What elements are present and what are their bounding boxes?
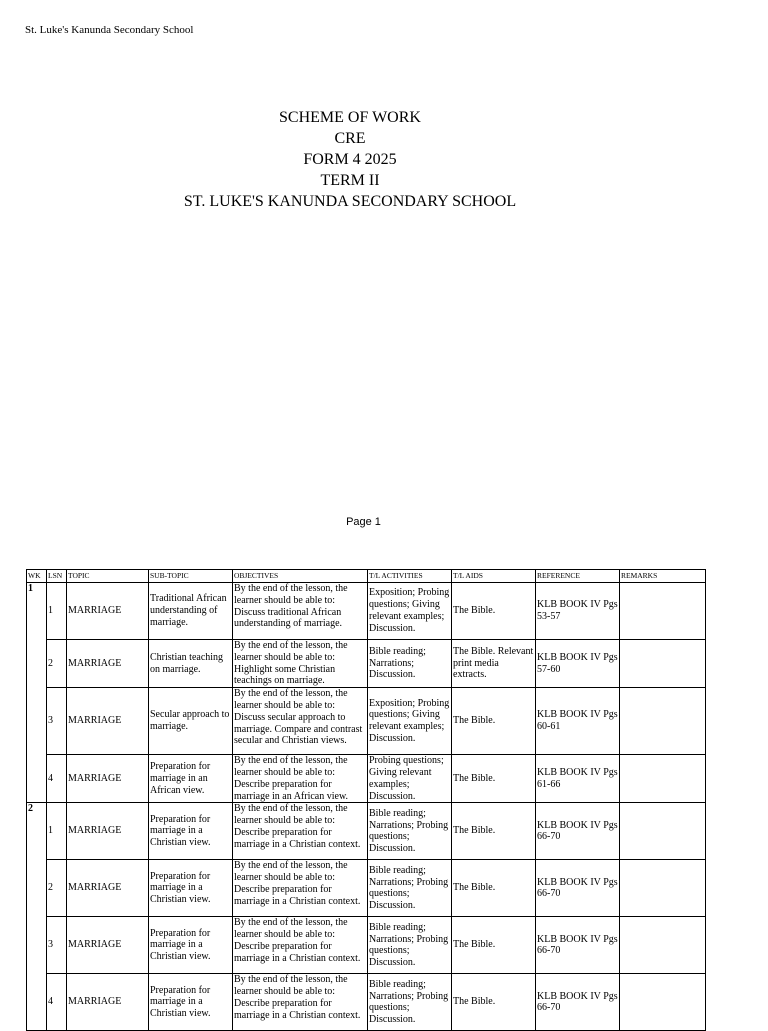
aids-cell: The Bible. (452, 860, 536, 917)
reference-cell: KLB BOOK IV Pgs 66-70 (536, 917, 620, 974)
table-row (27, 688, 706, 755)
table-header-row (27, 570, 706, 583)
aids-cell: The Bible. Relevant print media extracts. (452, 640, 536, 688)
remarks-cell (620, 803, 706, 860)
table-row (27, 974, 706, 1031)
topic-cell: MARRIAGE (67, 860, 149, 917)
remarks-cell (620, 860, 706, 917)
col-lsn: LSN (47, 570, 67, 583)
col-wk: WK (27, 570, 47, 583)
remarks-cell (620, 688, 706, 755)
table-row (27, 860, 706, 917)
lesson-number: 3 (47, 917, 67, 974)
activities-cell: Bible reading; Narrations; Probing questions; Discussion. (368, 917, 452, 974)
doc-title: SCHEME OF WORK (279, 109, 421, 126)
objectives-cell: By the end of the lesson, the learner should be able to: Discuss traditional African understanding of marriage. (233, 583, 368, 640)
reference-cell: KLB BOOK IV Pgs 66-70 (536, 803, 620, 860)
topic-cell: MARRIAGE (67, 755, 149, 803)
col-activities: T/L ACTIVITIES (368, 570, 452, 583)
remarks-cell (620, 974, 706, 1031)
lesson-number: 2 (47, 860, 67, 917)
col-remarks: REMARKS (620, 570, 706, 583)
subtopic-cell: Preparation for marriage in a Christian view. (149, 974, 233, 1031)
objectives-cell: By the end of the lesson, the learner should be able to: Describe preparation for marriage in a Christian context. (233, 803, 368, 860)
remarks-cell (620, 583, 706, 640)
activities-cell: Bible reading; Narrations; Probing questions; Discussion. (368, 803, 452, 860)
lesson-number: 2 (47, 640, 67, 688)
lesson-number: 3 (47, 688, 67, 755)
subtopic-cell: Preparation for marriage in a Christian view. (149, 917, 233, 974)
remarks-cell (620, 640, 706, 688)
aids-cell: The Bible. (452, 917, 536, 974)
aids-cell: The Bible. (452, 755, 536, 803)
activities-cell: Exposition; Probing questions; Giving relevant examples; Discussion. (368, 583, 452, 640)
col-objectives: OBJECTIVES (233, 570, 368, 583)
reference-cell: KLB BOOK IV Pgs 60-61 (536, 688, 620, 755)
lesson-number: 1 (47, 583, 67, 640)
objectives-cell: By the end of the lesson, the learner should be able to: Highlight some Christian teachings on marriage. (233, 640, 368, 688)
subtopic-cell: Preparation for marriage in a Christian view. (149, 803, 233, 860)
col-topic: TOPIC (67, 570, 149, 583)
school-title: ST. LUKE'S KANUNDA SECONDARY SCHOOL (183, 193, 517, 210)
objectives-cell: By the end of the lesson, the learner should be able to: Describe preparation for marriage in an African view. (233, 755, 368, 803)
scheme-table (26, 569, 706, 1031)
reference-cell: KLB BOOK IV Pgs 53-57 (536, 583, 620, 640)
topic-cell: MARRIAGE (67, 688, 149, 755)
lesson-number: 4 (47, 974, 67, 1031)
objectives-cell: By the end of the lesson, the learner should be able to: Describe preparation for marriage in a Christian context. (233, 917, 368, 974)
term-title: TERM II (320, 172, 380, 189)
remarks-cell (620, 917, 706, 974)
page-number: Page 1 (346, 516, 381, 528)
table-row (27, 803, 706, 860)
reference-cell: KLB BOOK IV Pgs 61-66 (536, 755, 620, 803)
week-number: 2 (27, 803, 47, 1031)
reference-cell: KLB BOOK IV Pgs 57-60 (536, 640, 620, 688)
activities-cell: Exposition; Probing questions; Giving relevant examples; Discussion. (368, 688, 452, 755)
topic-cell: MARRIAGE (67, 917, 149, 974)
aids-cell: The Bible. (452, 974, 536, 1031)
topic-cell: MARRIAGE (67, 640, 149, 688)
topic-cell: MARRIAGE (67, 803, 149, 860)
activities-cell: Bible reading; Narrations; Probing questions; Discussion. (368, 974, 452, 1031)
reference-cell: KLB BOOK IV Pgs 66-70 (536, 860, 620, 917)
aids-cell: The Bible. (452, 583, 536, 640)
subtopic-cell: Secular approach to marriage. (149, 688, 233, 755)
objectives-cell: By the end of the lesson, the learner should be able to: Discuss secular approach to marriage. Compare and contrast secular and Christian views. (233, 688, 368, 755)
col-reference: REFERENCE (536, 570, 620, 583)
reference-cell: KLB BOOK IV Pgs 66-70 (536, 974, 620, 1031)
table-row (27, 755, 706, 803)
topic-cell: MARRIAGE (67, 974, 149, 1031)
subtopic-cell: Traditional African understanding of marriage. (149, 583, 233, 640)
subtopic-cell: Christian teaching on marriage. (149, 640, 233, 688)
lesson-number: 4 (47, 755, 67, 803)
remarks-cell (620, 755, 706, 803)
objectives-cell: By the end of the lesson, the learner should be able to: Describe preparation for marriage in a Christian context. (233, 974, 368, 1031)
aids-cell: The Bible. (452, 803, 536, 860)
col-subtopic: SUB-TOPIC (149, 570, 233, 583)
table-row (27, 917, 706, 974)
table-row (27, 583, 706, 640)
activities-cell: Probing questions; Giving relevant examples; Discussion. (368, 755, 452, 803)
activities-cell: Bible reading; Narrations; Probing questions; Discussion. (368, 860, 452, 917)
col-aids: T/L AIDS (452, 570, 536, 583)
subtopic-cell: Preparation for marriage in a Christian view. (149, 860, 233, 917)
title-block (0, 107, 700, 212)
subject-title: CRE (334, 130, 366, 147)
lesson-number: 1 (47, 803, 67, 860)
table-row (27, 640, 706, 688)
week-number: 1 (27, 583, 47, 803)
objectives-cell: By the end of the lesson, the learner should be able to: Describe preparation for marriage in a Christian context. (233, 860, 368, 917)
school-header: St. Luke's Kanunda Secondary School (25, 24, 194, 36)
aids-cell: The Bible. (452, 688, 536, 755)
subtopic-cell: Preparation for marriage in an African view. (149, 755, 233, 803)
topic-cell: MARRIAGE (67, 583, 149, 640)
activities-cell: Bible reading; Narrations; Discussion. (368, 640, 452, 688)
form-year-title: FORM 4 2025 (303, 151, 397, 168)
